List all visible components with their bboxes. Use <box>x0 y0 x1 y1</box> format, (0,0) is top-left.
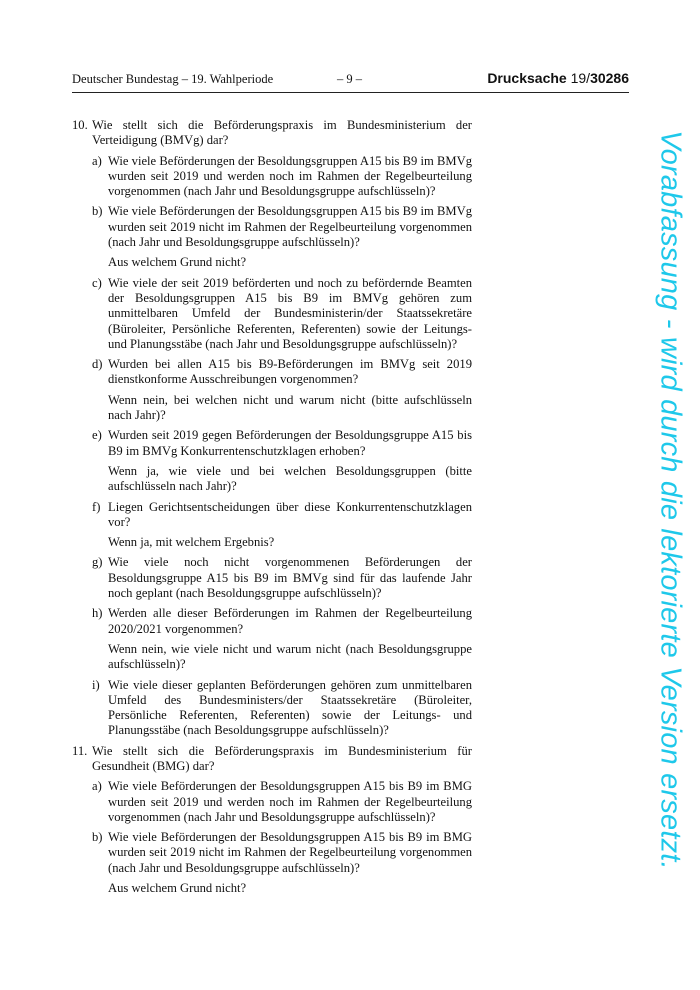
sub-question <box>72 678 472 739</box>
header-publication: Deutscher Bundestag – 19. Wahlperiode <box>72 72 274 86</box>
sub-question <box>72 154 472 200</box>
question-number: 11. <box>72 743 88 758</box>
sub-question <box>72 779 472 825</box>
question-text: Wie stellt sich die Beförderungspraxis im Bundesministerium der Verteidigung (BMVg) dar? <box>92 118 472 148</box>
question-11 <box>72 744 472 775</box>
page-header <box>72 72 629 93</box>
sub-question-letter: a) <box>92 779 102 794</box>
sub-question <box>72 555 472 601</box>
follow-up-question: Wenn nein, wie viele nicht und warum nicht (nach Besoldungsgruppe aufschlüsseln)? <box>108 641 472 672</box>
sub-question <box>72 606 472 637</box>
sub-question-text: Wurden seit 2019 gegen Beförderungen der Besoldungsgruppe A15 bis B9 im BMVg Konkurrentenschutzklagen erhoben? <box>108 428 472 458</box>
sub-question-text: Wie viele Beförderungen der Besoldungsgruppen A15 bis B9 im BMVg wurden seit 2019 nicht im Rahmen der Regelbeurteilung vorgenommen (nach Jahr und Besoldungsgruppe aufschlüsseln)? <box>108 204 472 250</box>
question-10 <box>72 118 472 149</box>
question-text: Wie stellt sich die Beförderungspraxis im Bundesministerium für Gesundheit (BMG) dar? <box>92 743 472 773</box>
sub-question-text: Liegen Gerichtsentscheidungen über diese Konkurrentenschutzklagen vor? <box>108 499 472 529</box>
follow-up-question: Wenn nein, bei welchen nicht und warum nicht (bitte aufschlüsseln nach Jahr)? <box>108 392 472 423</box>
follow-up-question: Aus welchem Grund nicht? <box>108 255 247 270</box>
page-number: – 9 – <box>337 72 362 86</box>
sub-question-text: Wie viele der seit 2019 beförderten und noch zu befördernde Beamten der Besoldungsgruppen A15 bis B9 im BMVg gehören zum unmittelbaren Umfeld der Bundesministerin/der Staatssekretäre (Büroleiter, Persönliche Referenten, Referenten) sowie der Leitungs- und Planungsstäbe (nach Jahr und Besoldungsgruppe aufschlüsseln)? <box>108 275 472 351</box>
sub-question-letter: f) <box>92 499 101 514</box>
sub-question-letter: h) <box>92 606 103 621</box>
sub-question <box>72 428 472 459</box>
sub-question-letter: e) <box>92 428 102 443</box>
sub-question-text: Wie viele dieser geplanten Beförderungen gehören zum unmittelbaren Umfeld des Bundesministers/der Staatssekretäre (Büroleiter, Persönliche Referenten, Referenten) sowie der Leitungs- und Planungsstäbe (nach Besoldungsgruppe aufschlüsseln)? <box>108 677 472 738</box>
sub-question-letter: g) <box>92 555 103 570</box>
sub-question <box>72 204 472 250</box>
follow-up-question: Aus welchem Grund nicht? <box>108 881 247 896</box>
sub-question-letter: a) <box>92 153 102 168</box>
sub-question-letter: c) <box>92 275 102 290</box>
sub-question-text: Wie viele Beförderungen der Besoldungsgruppen A15 bis B9 im BMVg wurden seit 2019 und werden noch im Rahmen der Regelbeurteilung vorgenommen (nach Jahr und Besoldungsgruppe aufschlüsseln)? <box>108 153 472 199</box>
sub-question-letter: b) <box>92 830 103 845</box>
document-number-prefix: 19/ <box>570 70 591 86</box>
follow-up-question: Wenn ja, wie viele und bei welchen Besoldungsgruppen (bitte aufschlüsseln nach Jahr)? <box>108 463 472 494</box>
sub-question <box>72 500 472 531</box>
sub-question <box>72 830 472 876</box>
document-label: Drucksache <box>487 70 567 86</box>
question-list <box>72 118 472 896</box>
sub-question-letter: i) <box>92 677 100 692</box>
follow-up-question: Wenn ja, mit welchem Ergebnis? <box>108 535 275 550</box>
sub-question-text: Werden alle dieser Beförderungen im Rahmen der Regelbeurteilung 2020/2021 vorgenommen? <box>108 606 472 636</box>
sub-question-text: Wie viele Beförderungen der Besoldungsgruppen A15 bis B9 im BMG wurden seit 2019 und werden noch im Rahmen der Regelbeurteilung vorgenommen (nach Jahr und Besoldungsgruppe aufschlüsseln)? <box>108 779 472 824</box>
document-number <box>487 70 629 86</box>
draft-watermark: Vorabfassung - wird durch die lektorierte Version ersetzt. <box>654 130 687 870</box>
sub-question <box>72 276 472 352</box>
sub-question-letter: d) <box>92 357 103 372</box>
sub-question-letter: b) <box>92 204 103 219</box>
sub-question-text: Wurden bei allen A15 bis B9-Beförderungen im BMVg seit 2019 dienstkonforme Ausschreibungen vorgenommen? <box>108 357 472 387</box>
sub-question-text: Wie viele noch nicht vorgenommenen Beförderungen der Besoldungsgruppe A15 bis B9 im BMVg sind für das laufende Jahr noch geplant (nach Besoldungsgruppe aufschlüsseln)? <box>108 555 472 601</box>
document-number-main: 30286 <box>590 70 629 86</box>
question-number: 10. <box>72 118 88 132</box>
sub-question-text: Wie viele Beförderungen der Besoldungsgruppen A15 bis B9 im BMG wurden seit 2019 nicht im Rahmen der Regelbeurteilung vorgenommen (nach Jahr und Besoldungsgruppe aufschlüsseln)? <box>108 830 472 875</box>
sub-question <box>72 357 472 388</box>
